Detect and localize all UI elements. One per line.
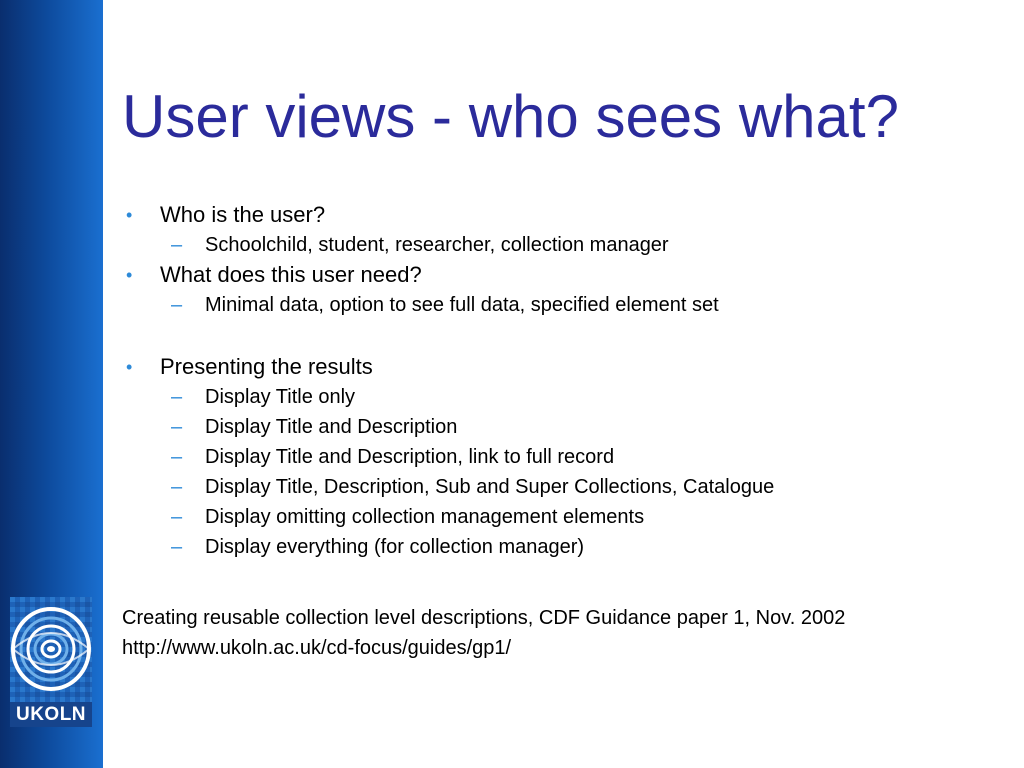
bullet-item bbox=[122, 260, 1002, 290]
sub-bullet-item bbox=[122, 472, 1002, 502]
ukoln-logo bbox=[10, 597, 92, 727]
sub-bullet-item bbox=[122, 502, 1002, 532]
sub-bullet-item bbox=[122, 382, 1002, 412]
citation bbox=[122, 603, 845, 663]
sub-bullet-text: Display everything (for collection manager) bbox=[205, 536, 585, 558]
bullet-text: What does this user need? bbox=[160, 262, 422, 287]
logo-text: UKOLN bbox=[10, 702, 92, 727]
sub-bullet-dash: – bbox=[171, 506, 183, 528]
bullet-dot: • bbox=[126, 265, 133, 285]
sub-bullet-text: Display Title and Description bbox=[205, 416, 458, 438]
sub-bullet-dash: – bbox=[171, 386, 183, 408]
bullet-item bbox=[122, 200, 1002, 230]
bullet-item bbox=[122, 352, 1002, 382]
sub-bullet-dash: – bbox=[171, 476, 183, 498]
sub-bullet-dash: – bbox=[171, 234, 183, 256]
sub-bullet-text: Display Title only bbox=[205, 386, 356, 408]
sub-bullet-item bbox=[122, 442, 1002, 472]
bullet-list bbox=[122, 200, 1002, 562]
ukoln-eye-icon bbox=[10, 597, 92, 702]
sub-bullet-text: Display Title, Description, Sub and Super Collections, Catalogue bbox=[205, 476, 775, 498]
citation-reference: Creating reusable collection level descriptions, CDF Guidance paper 1, Nov. 2002 bbox=[122, 607, 846, 629]
sub-bullet-item bbox=[122, 290, 1002, 320]
sub-bullet-dash: – bbox=[171, 446, 183, 468]
citation-url[interactable]: http://www.ukoln.ac.uk/cd-focus/guides/gp1/ bbox=[122, 637, 512, 659]
sub-bullet-dash: – bbox=[171, 294, 183, 316]
bullet-dot: • bbox=[126, 357, 133, 377]
side-bar bbox=[0, 0, 103, 768]
sub-bullet-item bbox=[122, 230, 1002, 260]
sub-bullet-text: Schoolchild, student, researcher, collection manager bbox=[205, 234, 669, 256]
slide-title: User views - who sees what? bbox=[122, 83, 899, 150]
sub-bullet-text: Display omitting collection management elements bbox=[205, 506, 645, 528]
bullet-text: Presenting the results bbox=[160, 354, 373, 379]
bullet-text: Who is the user? bbox=[160, 202, 326, 227]
sub-bullet-dash: – bbox=[171, 536, 183, 558]
sub-bullet-text: Minimal data, option to see full data, specified element set bbox=[205, 294, 719, 316]
bullet-dot: • bbox=[126, 205, 133, 225]
sub-bullet-item bbox=[122, 532, 1002, 562]
sub-bullet-item bbox=[122, 412, 1002, 442]
spacer bbox=[122, 320, 1002, 352]
sub-bullet-dash: – bbox=[171, 416, 183, 438]
sub-bullet-text: Display Title and Description, link to full record bbox=[205, 446, 615, 468]
